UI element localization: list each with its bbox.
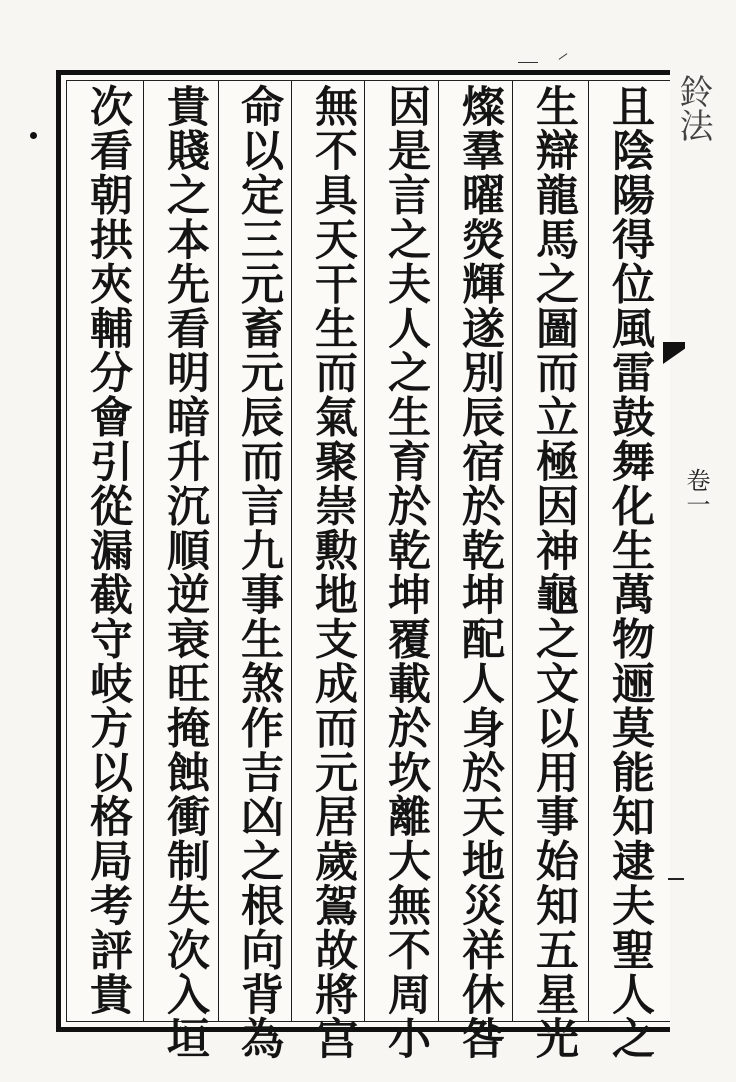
- text-column-3: [445, 84, 515, 1061]
- column-text: 因是言之夫人之生育於乾坤覆載於坎離大無不周小: [381, 84, 431, 1061]
- column-text: 且陰陽得位風雷鼓舞化生萬物逦莫能知逮夫聖人之: [605, 84, 655, 1061]
- column-text: 生辯龍馬之圖而立極因神龜之文以用事始知五星光: [529, 84, 579, 1061]
- text-column-1: [595, 84, 665, 1061]
- ink-speck: [30, 132, 37, 139]
- text-column-4: [371, 84, 441, 1061]
- volume-label-text: 卷一: [682, 468, 710, 516]
- column-text: 無不具天干生而氣聚崇勲地支成而元居歲鴐故將宫: [308, 84, 358, 1061]
- margin-tick: [668, 878, 684, 880]
- margin-title-text: 鈴法: [673, 74, 713, 142]
- column-text: 命以定三元畜元辰而言九事生煞作吉凶之根向背為: [234, 84, 284, 1061]
- corner-tick: [518, 62, 538, 63]
- corner-tick: [559, 53, 568, 60]
- text-column-6: [224, 84, 294, 1061]
- text-column-2: [519, 84, 589, 1061]
- column-text: 次看朝拱夾輔分會引從漏截守岐方以格局考評貴: [83, 84, 133, 1017]
- text-column-7: [150, 84, 220, 1061]
- text-column-8: [73, 84, 143, 1018]
- margin-volume-label: [676, 468, 716, 538]
- column-rule: [143, 81, 144, 1021]
- column-text: 燦羣曜熒輝遂別辰宿於乾坤配人身於天地災祥休咎: [455, 84, 505, 1061]
- text-column-5: [298, 84, 368, 1061]
- column-text: 貴賤之本先看明暗升沉順逆衰旺掩蝕衝制失次入垣: [160, 84, 210, 1061]
- margin-book-title: [672, 74, 714, 364]
